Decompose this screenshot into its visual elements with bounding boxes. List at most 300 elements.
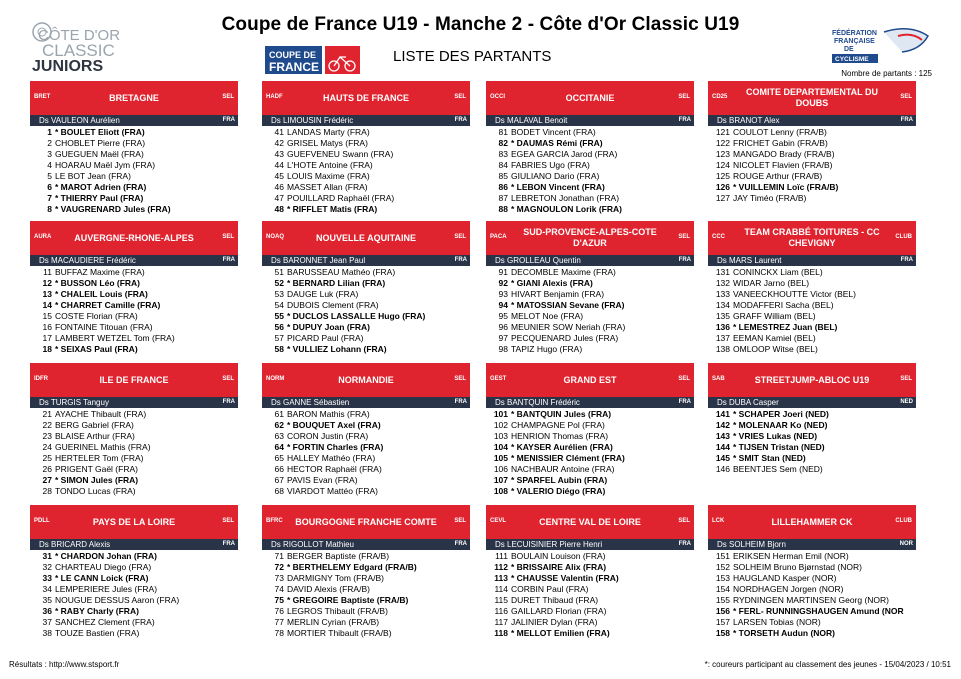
rider-name: * BRISSAIRE Alix (FRA): [511, 562, 607, 572]
rider-row: [486, 149, 694, 160]
rider-number: 18: [42, 344, 52, 354]
team-header: [262, 221, 470, 255]
rider-name: TOUZE Bastien (FRA): [55, 628, 140, 638]
rider-number: 136: [715, 322, 730, 332]
rider-number: 68: [274, 486, 284, 496]
rider-number: 36: [42, 606, 52, 616]
team-block: [708, 505, 916, 641]
rider-number: 116: [494, 606, 508, 616]
rider-list: [262, 267, 470, 355]
rider-name: * CHARDON Johan (FRA): [55, 551, 157, 561]
rider-name: DARMIGNY Tom (FRA/B): [287, 573, 384, 583]
directeur-sportif-nation: FRA: [678, 117, 691, 123]
rider-name: NICOLET Flavien (FRA/B): [733, 160, 833, 170]
rider-name: * MATOSSIAN Sevane (FRA): [511, 300, 625, 310]
rider-number: 11: [43, 267, 52, 277]
rider-number: 14: [42, 300, 52, 310]
rider-name: AYACHE Thibault (FRA): [55, 409, 147, 419]
rider-row: [30, 431, 238, 442]
team-block: [708, 363, 916, 499]
rider-name: * VRIES Lukas (NED): [733, 431, 818, 441]
rider-number: 54: [274, 300, 284, 310]
team-block: [262, 505, 470, 641]
rider-number: 6: [47, 182, 52, 192]
rider-number: 38: [42, 628, 52, 638]
team-header: [30, 505, 238, 539]
rider-row: [708, 182, 916, 193]
team-code: AURA: [34, 234, 52, 240]
rider-row: [708, 138, 916, 149]
rider-number: 105: [493, 453, 508, 463]
directeur-sportif-nation: FRA: [222, 541, 235, 547]
directeur-sportif-nation: FRA: [678, 257, 691, 263]
rider-number: 26: [42, 464, 52, 474]
rider-row: [486, 562, 694, 573]
team-header: [486, 81, 694, 115]
rider-row: [708, 344, 916, 355]
rider-row: [486, 322, 694, 333]
rider-row: [486, 464, 694, 475]
rider-name: BLAISE Arthur (FRA): [55, 431, 135, 441]
rider-number: 5: [47, 171, 52, 181]
team-header: [486, 221, 694, 255]
rider-number: 154: [715, 584, 730, 594]
rider-row: [486, 584, 694, 595]
rider-number: 55: [274, 311, 284, 321]
rider-name: L'HOTE Antoine (FRA): [287, 160, 373, 170]
rider-row: [30, 149, 238, 160]
rider-list: [262, 127, 470, 215]
rider-name: VANEECKHOUTTE Victor (BEL): [733, 289, 856, 299]
rider-number: 52: [274, 278, 284, 288]
svg-text:FRANÇAISE: FRANÇAISE: [834, 38, 875, 45]
rider-name: BARON Mathis (FRA): [287, 409, 370, 419]
rider-name: MANGADO Brady (FRA/B): [733, 149, 835, 159]
rider-row: [708, 628, 916, 639]
team-name: CENTRE VAL DE LOIRE: [539, 516, 641, 527]
rider-name: COSTE Florian (FRA): [55, 311, 138, 321]
results-link[interactable]: Résultats : http://www.stsport.fr: [9, 660, 120, 669]
rider-number: 127: [715, 193, 730, 203]
team-type: CLUB: [895, 234, 912, 240]
rider-row: [262, 193, 470, 204]
rider-row: [708, 333, 916, 344]
rider-number: 94: [498, 300, 508, 310]
rider-row: [262, 551, 470, 562]
svg-text:CLASSIC: CLASSIC: [42, 41, 115, 60]
rider-name: * DUCLOS LASSALLE Hugo (FRA): [287, 311, 426, 321]
rider-number: 42: [274, 138, 284, 148]
rider-name: * THIERRY Paul (FRA): [55, 193, 144, 203]
rider-row: [708, 606, 916, 617]
team-header: [262, 505, 470, 539]
rider-row: [486, 617, 694, 628]
rider-row: [486, 171, 694, 182]
rider-number: 87: [498, 193, 508, 203]
team-code: CEVL: [490, 518, 507, 524]
rider-row: [708, 409, 916, 420]
rider-row: [262, 453, 470, 464]
rider-row: [486, 311, 694, 322]
rider-number: 15: [42, 311, 52, 321]
directeur-sportif-row: [262, 539, 470, 550]
rider-number: 72: [274, 562, 284, 572]
team-type: CLUB: [895, 518, 912, 524]
team-code: GEST: [490, 376, 507, 382]
rider-name: * BANTQUIN Jules (FRA): [511, 409, 612, 419]
team-block: [30, 221, 238, 357]
rider-number: 53: [274, 289, 284, 299]
rider-name: * MENISSIER Clément (FRA): [511, 453, 625, 463]
rider-name: * RABY Charly (FRA): [55, 606, 139, 616]
rider-row: [708, 420, 916, 431]
rider-number: 75: [274, 595, 284, 605]
rider-name: TONDO Lucas (FRA): [55, 486, 136, 496]
rider-row: [486, 486, 694, 497]
rider-row: [30, 160, 238, 171]
rider-row: [30, 278, 238, 289]
rider-row: [486, 138, 694, 149]
team-type: SEL: [900, 94, 912, 100]
rider-name: NOUGUE DESSUS Aaron (FRA): [55, 595, 180, 605]
directeur-sportif: Ds RIGOLLOT Mathieu: [271, 540, 354, 549]
rider-row: [708, 562, 916, 573]
rider-name: GIULIANO Dario (FRA): [511, 171, 600, 181]
rider-row: [708, 289, 916, 300]
rider-number: 16: [42, 322, 52, 332]
rider-row: [30, 311, 238, 322]
rider-name: HAUGLAND Kasper (NOR): [733, 573, 837, 583]
rider-row: [486, 204, 694, 215]
rider-row: [708, 149, 916, 160]
team-type: SEL: [454, 234, 466, 240]
directeur-sportif-nation: FRA: [454, 117, 467, 123]
rider-number: 32: [42, 562, 52, 572]
rider-row: [262, 322, 470, 333]
rider-row: [708, 193, 916, 204]
team-code: CCC: [712, 234, 725, 240]
rider-row: [486, 182, 694, 193]
rider-name: HALLEY Mathéo (FRA): [287, 453, 376, 463]
rider-name: * KAYSER Aurélien (FRA): [511, 442, 613, 452]
rider-row: [708, 171, 916, 182]
svg-text:CYCLISME: CYCLISME: [835, 56, 869, 63]
rider-row: [486, 127, 694, 138]
rider-row: [262, 431, 470, 442]
rider-name: WIDAR Jarno (BEL): [733, 278, 810, 288]
directeur-sportif-row: [262, 397, 470, 408]
rider-row: [486, 278, 694, 289]
rider-number: 77: [274, 617, 284, 627]
rider-row: [30, 573, 238, 584]
rider-number: 85: [498, 171, 508, 181]
rider-row: [262, 344, 470, 355]
rider-name: * RIFFLET Matis (FRA): [287, 204, 378, 214]
rider-name: LANDAS Marty (FRA): [287, 127, 370, 137]
rider-name: HIVART Benjamin (FRA): [511, 289, 605, 299]
directeur-sportif-nation: FRA: [222, 117, 235, 123]
teams-grid: [30, 81, 934, 643]
rider-number: 121: [715, 127, 730, 137]
rider-row: [262, 149, 470, 160]
team-type: SEL: [222, 376, 234, 382]
rider-number: 37: [42, 617, 52, 627]
rider-row: [486, 573, 694, 584]
rider-row: [30, 344, 238, 355]
rider-list: [30, 409, 238, 497]
rider-row: [262, 584, 470, 595]
rider-row: [708, 431, 916, 442]
rider-number: 81: [498, 127, 508, 137]
team-block: [262, 221, 470, 357]
rider-row: [708, 300, 916, 311]
rider-row: [486, 628, 694, 639]
team-name: AUVERGNE-RHONE-ALPES: [74, 232, 194, 243]
rider-number: 3: [47, 149, 52, 159]
rider-name: MODAFFERI Sacha (BEL): [733, 300, 834, 310]
rider-number: 101: [493, 409, 508, 419]
directeur-sportif-nation: FRA: [900, 257, 913, 263]
team-type: SEL: [222, 94, 234, 100]
rider-number: 22: [42, 420, 52, 430]
team-code: OCCI: [490, 94, 505, 100]
rider-name: PICARD Paul (FRA): [287, 333, 364, 343]
rider-row: [262, 300, 470, 311]
rider-name: * MOLENAAR Ko (NED): [733, 420, 828, 430]
rider-row: [262, 606, 470, 617]
rider-row: [708, 551, 916, 562]
rider-name: * GREGOIRE Baptiste (FRA/B): [287, 595, 409, 605]
rider-name: * FORTIN Charles (FRA): [287, 442, 384, 452]
rider-name: JAY Timéo (FRA/B): [733, 193, 807, 203]
rider-name: GUERINEL Mathis (FRA): [55, 442, 151, 452]
rider-number: 151: [715, 551, 730, 561]
team-block: [30, 81, 238, 217]
rider-row: [486, 453, 694, 464]
directeur-sportif-row: [262, 255, 470, 266]
rider-name: * FERL- RUNNINGSHAUGEN Amund (NOR: [733, 606, 904, 616]
rider-number: 51: [274, 267, 284, 277]
rider-number: 74: [274, 584, 284, 594]
rider-row: [30, 595, 238, 606]
directeur-sportif: Ds TURGIS Tanguy: [39, 398, 109, 407]
directeur-sportif: Ds LECUISINIER Pierre Henri: [495, 540, 603, 549]
rider-name: PECQUENARD Jules (FRA): [511, 333, 619, 343]
rider-row: [708, 584, 916, 595]
rider-row: [708, 573, 916, 584]
rider-number: 156: [715, 606, 730, 616]
rider-name: * SEIXAS Paul (FRA): [55, 344, 138, 354]
rider-number: 23: [42, 431, 52, 441]
rider-number: 95: [498, 311, 508, 321]
rider-list: [262, 551, 470, 639]
rider-name: HECTOR Raphaël (FRA): [287, 464, 382, 474]
rider-list: [30, 267, 238, 355]
rider-name: MELOT Noe (FRA): [511, 311, 584, 321]
rider-number: 13: [42, 289, 52, 299]
rider-number: 153: [715, 573, 730, 583]
rider-number: 142: [715, 420, 730, 430]
rider-name: HOARAU Maël Jym (FRA): [55, 160, 156, 170]
rider-row: [708, 160, 916, 171]
rider-number: 123: [715, 149, 730, 159]
rider-number: 64: [274, 442, 284, 452]
team-block: [486, 505, 694, 641]
rider-number: 45: [274, 171, 284, 181]
rider-name: MASSET Allan (FRA): [287, 182, 368, 192]
rider-name: CONINCKX Liam (BEL): [733, 267, 823, 277]
directeur-sportif-row: [486, 539, 694, 550]
rider-row: [30, 606, 238, 617]
rider-name: SANCHEZ Clement (FRA): [55, 617, 155, 627]
directeur-sportif: Ds MACAUDIERE Frédéric: [39, 256, 136, 265]
rider-list: [486, 551, 694, 639]
rider-number: 44: [274, 160, 284, 170]
rider-list: [708, 409, 916, 475]
directeur-sportif: Ds BRICARD Alexis: [39, 540, 111, 549]
rider-number: 58: [274, 344, 284, 354]
team-code: NOAQ: [266, 234, 284, 240]
team-name: ILE DE FRANCE: [99, 374, 169, 385]
rider-name: BARUSSEAU Mathéo (FRA): [287, 267, 396, 277]
directeur-sportif-nation: FRA: [678, 541, 691, 547]
rider-row: [262, 442, 470, 453]
rider-name: OMLOOP Witse (BEL): [733, 344, 818, 354]
rider-number: 61: [274, 409, 284, 419]
rider-row: [262, 278, 470, 289]
rider-list: [262, 409, 470, 497]
rider-name: EEMAN Kamiel (BEL): [733, 333, 816, 343]
rider-name: * DUPUY Joan (FRA): [287, 322, 370, 332]
rider-row: [30, 138, 238, 149]
rider-row: [30, 267, 238, 278]
team-header: [262, 363, 470, 397]
rider-row: [262, 138, 470, 149]
rider-number: 125: [715, 171, 730, 181]
team-code: SAB: [712, 376, 725, 382]
rider-number: 88: [498, 204, 508, 214]
rider-name: * TIJSEN Tristan (NED): [733, 442, 825, 452]
rider-name: ROUGE Arthur (FRA/B): [733, 171, 823, 181]
rider-name: CORON Justin (FRA): [287, 431, 369, 441]
rider-row: [486, 551, 694, 562]
rider-name: * CHALEIL Louis (FRA): [55, 289, 148, 299]
team-type: SEL: [678, 376, 690, 382]
rider-number: 92: [498, 278, 508, 288]
team-header: [262, 81, 470, 115]
rider-row: [262, 127, 470, 138]
rider-row: [486, 333, 694, 344]
team-code: LCK: [712, 518, 725, 524]
rider-row: [262, 333, 470, 344]
rider-row: [30, 420, 238, 431]
rider-name: * SCHAPER Joeri (NED): [733, 409, 829, 419]
rider-number: 21: [42, 409, 52, 419]
rider-name: * LEMESTREZ Juan (BEL): [733, 322, 838, 332]
rider-list: [486, 127, 694, 215]
rider-number: 132: [715, 278, 730, 288]
rider-number: 107: [493, 475, 508, 485]
rider-name: * BUSSON Léo (FRA): [55, 278, 140, 288]
rider-name: NACHBAUR Antoine (FRA): [511, 464, 615, 474]
directeur-sportif-nation: FRA: [222, 399, 235, 405]
rider-row: [262, 617, 470, 628]
rider-name: BERGER Baptiste (FRA/B): [287, 551, 390, 561]
rider-name: * SPARFEL Aubin (FRA): [511, 475, 608, 485]
team-code: BFRC: [266, 518, 283, 524]
rider-name: RYDNINGEN MARTINSEN Georg (NOR): [733, 595, 890, 605]
rider-number: 111: [495, 551, 508, 561]
rider-number: 97: [498, 333, 508, 343]
rider-number: 8: [47, 204, 52, 214]
footer-note: *: coureurs participant au classement des jeunes - 15/04/2023 / 10:51: [704, 660, 951, 669]
directeur-sportif: Ds LIMOUSIN Frédéric: [271, 116, 354, 125]
rider-name: CORBIN Paul (FRA): [511, 584, 589, 594]
rider-number: 103: [493, 431, 508, 441]
rider-row: [486, 442, 694, 453]
rider-number: 117: [494, 617, 508, 627]
team-header: [486, 363, 694, 397]
rider-row: [708, 464, 916, 475]
rider-name: * CHARRET Camille (FRA): [55, 300, 161, 310]
rider-name: LEGROS Thibault (FRA/B): [287, 606, 388, 616]
rider-name: MERLIN Cyrian (FRA/B): [287, 617, 380, 627]
team-header: [486, 505, 694, 539]
rider-name: EGEA GARCIA Jarod (FRA): [511, 149, 618, 159]
rider-name: HENRION Thomas (FRA): [511, 431, 609, 441]
rider-number: 66: [274, 464, 284, 474]
rider-row: [708, 322, 916, 333]
rider-row: [30, 182, 238, 193]
team-name: NORMANDIE: [338, 374, 394, 385]
svg-text:FRANCE: FRANCE: [269, 60, 319, 74]
rider-number: 1: [47, 127, 52, 137]
team-type: SEL: [454, 376, 466, 382]
rider-name: CHARTEAU Diego (FRA): [55, 562, 152, 572]
rider-name: LAMBERT WETZEL Tom (FRA): [55, 333, 175, 343]
rider-number: 157: [715, 617, 730, 627]
rider-number: 33: [42, 573, 52, 583]
rider-row: [262, 628, 470, 639]
rider-row: [486, 431, 694, 442]
team-block: [486, 363, 694, 499]
rider-number: 134: [715, 300, 730, 310]
rider-name: LEBRETON Jonathan (FRA): [511, 193, 620, 203]
rider-name: GRAFF William (BEL): [733, 311, 816, 321]
rider-name: * BOULET Eliott (FRA): [55, 127, 145, 137]
rider-number: 28: [42, 486, 52, 496]
directeur-sportif-row: [30, 539, 238, 550]
team-name: LILLEHAMMER CK: [771, 516, 853, 527]
svg-text:CÔTE D'OR: CÔTE D'OR: [38, 27, 121, 44]
rider-row: [708, 278, 916, 289]
rider-number: 131: [715, 267, 730, 277]
rider-number: 104: [493, 442, 508, 452]
rider-row: [486, 267, 694, 278]
svg-text:DE: DE: [844, 46, 854, 53]
team-header: [708, 221, 916, 255]
directeur-sportif: Ds MARS Laurent: [717, 256, 782, 265]
rider-number: 43: [274, 149, 284, 159]
rider-row: [486, 300, 694, 311]
directeur-sportif-row: [30, 255, 238, 266]
rider-name: MEUNIER SOW Neriah (FRA): [511, 322, 626, 332]
rider-name: * VUILLEMIN Loïc (FRA/B): [733, 182, 839, 192]
team-type: SEL: [900, 376, 912, 382]
rider-row: [486, 193, 694, 204]
rider-name: * CHAUSSE Valentin (FRA): [511, 573, 619, 583]
rider-name: * SMIT Stan (NED): [733, 453, 806, 463]
